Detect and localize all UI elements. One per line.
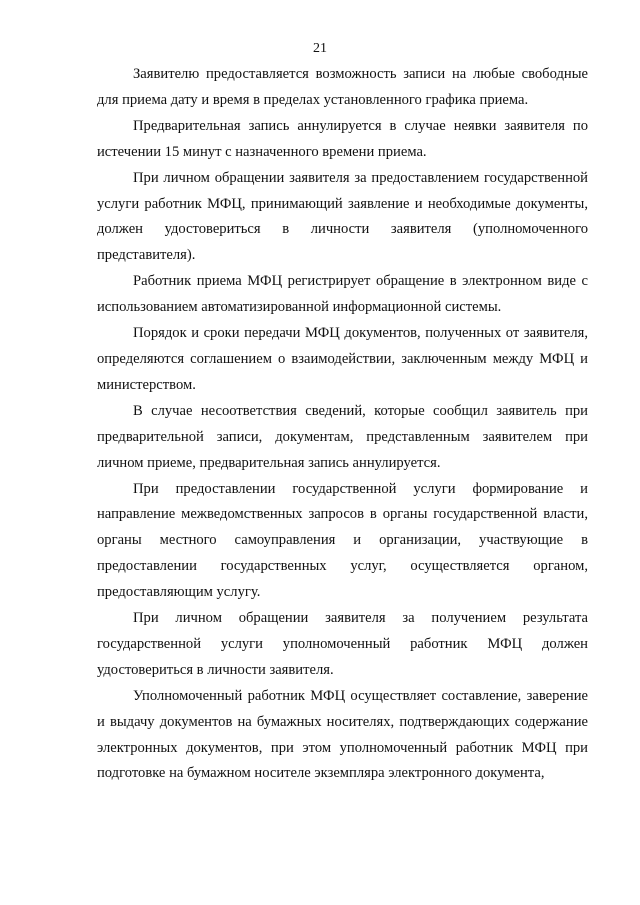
paragraph-6: В случае несоответствия сведений, которые сообщил заявитель при предварительной записи, документам, представленным заявителем при личном приеме, предварительная запись аннулируется. xyxy=(97,402,588,471)
paragraph-5: Порядок и сроки передачи МФЦ документов, полученных от заявителя, определяются соглашением о взаимодействии, заключенным между МФЦ и министерством. xyxy=(97,325,588,393)
paragraph-3: При личном обращении заявителя за предоставлением государственной услуги работник МФЦ, принимающий заявление и необходимые документы, должен удостовериться в личности заявителя (уполномоченного представителя). xyxy=(97,169,588,264)
document-body xyxy=(97,62,588,787)
paragraph-7: При предоставлении государственной услуги формирование и направление межведомственных запросов в органы государственной власти, органы местного самоуправления и организации, участвующие в предоставлении государственных услуг, осуществляется органом, предоставляющим услугу. xyxy=(97,480,588,601)
paragraph-4: Работник приема МФЦ регистрирует обращение в электронном виде с использованием автоматизированной информационной системы. xyxy=(97,273,588,316)
paragraph-1: Заявителю предоставляется возможность записи на любые свободные для приема дату и время в пределах установленного графика приема. xyxy=(97,66,588,108)
paragraph-8: При личном обращении заявителя за получением результата государственной услуги уполномоченный работник МФЦ должен удостовериться в личности заявителя. xyxy=(97,610,588,678)
paragraph-2: Предварительная запись аннулируется в случае неявки заявителя по истечении 15 минут с назначенного времени приема. xyxy=(97,117,588,160)
paragraph-9: Уполномоченный работник МФЦ осуществляет составление, заверение и выдачу документов на бумажных носителях, подтверждающих содержание электронных документов, при этом уполномоченный работник МФЦ при подготовке на бумажном носителе экземпляра электронного документа, xyxy=(97,687,588,782)
page-number: 21 xyxy=(313,41,327,56)
